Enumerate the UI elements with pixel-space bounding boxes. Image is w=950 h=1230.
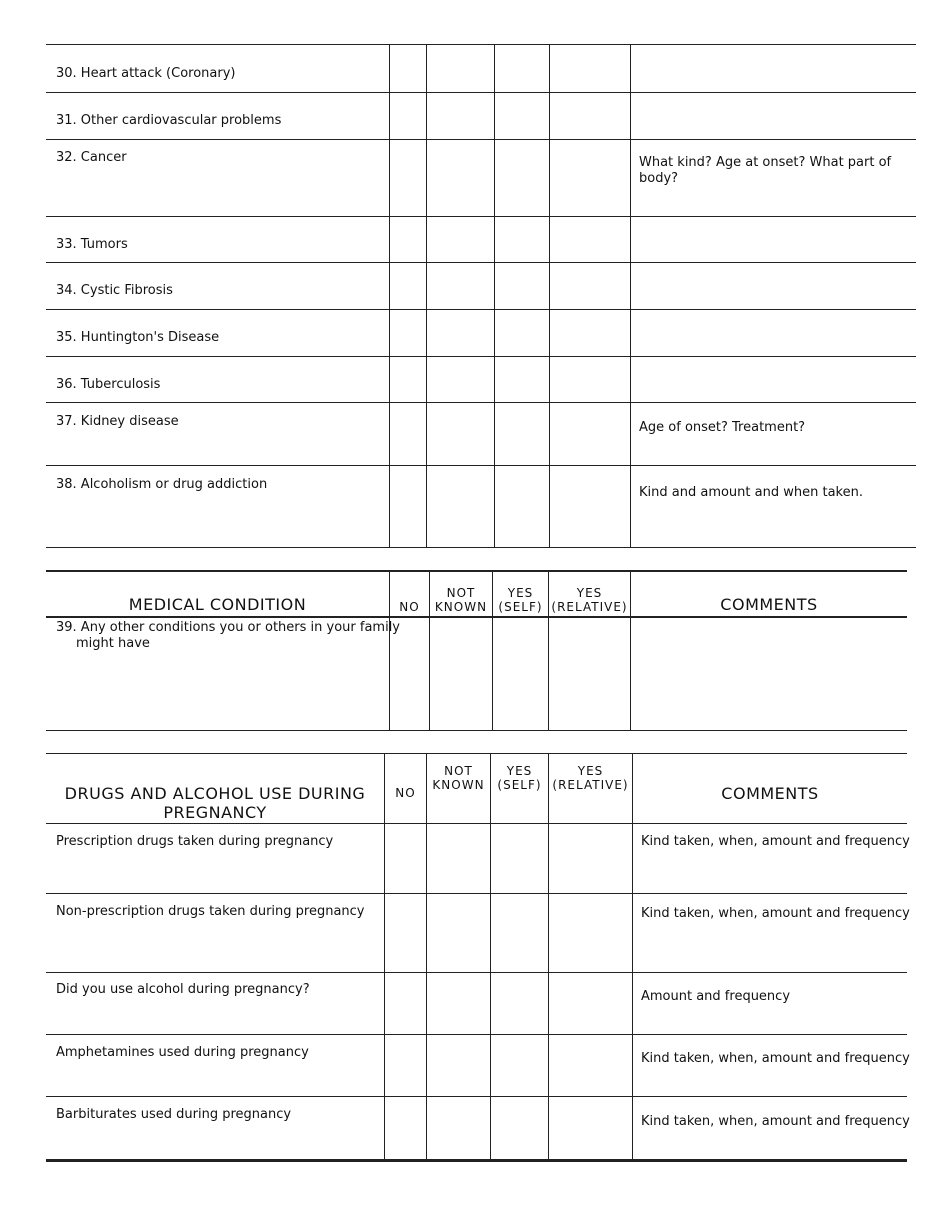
condition-label: 38. Alcoholism or drug addiction xyxy=(56,477,268,492)
drug-use-label: Amphetamines used during pregnancy xyxy=(56,1045,309,1060)
header-yes-relative: (RELATIVE) xyxy=(551,600,628,614)
row-divider xyxy=(46,216,916,217)
header-not-known: NOT xyxy=(444,764,473,778)
comment-hint: Kind taken, when, amount and frequency xyxy=(641,834,910,849)
row-divider xyxy=(46,1096,907,1097)
comment-hint: Kind taken, when, amount and frequency xyxy=(641,1051,910,1066)
comment-hint: Amount and frequency xyxy=(641,989,791,1004)
column-divider xyxy=(632,754,633,1160)
condition-label: 35. Huntington's Disease xyxy=(56,330,220,345)
header-yes-relative: YES xyxy=(577,764,604,778)
cell-yes-self[interactable] xyxy=(495,93,549,139)
condition-label: 33. Tumors xyxy=(56,237,128,252)
table-bottom-border xyxy=(46,730,907,731)
drug-use-label: Prescription drugs taken during pregnancy xyxy=(56,834,334,849)
header-yes-self: YES xyxy=(506,764,533,778)
cell-yes-relative[interactable] xyxy=(549,618,630,730)
header-not-known: KNOWN xyxy=(434,600,488,614)
row-divider xyxy=(46,262,916,263)
header-no: NO xyxy=(399,600,420,614)
header-yes-self: YES xyxy=(507,586,534,600)
comment-hint: Kind and amount and when taken. xyxy=(639,485,863,500)
comment-hint: Kind taken, when, amount and frequency xyxy=(641,906,910,921)
condition-label: 39. Any other conditions you or others in your family might have xyxy=(56,620,400,651)
condition-label: 30. Heart attack (Coronary) xyxy=(56,66,236,81)
condition-label: 34. Cystic Fibrosis xyxy=(56,283,173,298)
cell-no[interactable] xyxy=(385,894,426,972)
header-comments: COMMENTS xyxy=(721,784,819,803)
header-yes-relative: YES xyxy=(576,586,603,600)
drug-use-label: Barbiturates used during pregnancy xyxy=(56,1107,292,1122)
cell-no[interactable] xyxy=(390,45,426,92)
condition-label: 36. Tuberculosis xyxy=(56,377,161,392)
header-drugs-alcohol: PREGNANCY xyxy=(163,803,267,822)
cell-no[interactable] xyxy=(390,618,429,730)
cell-comments[interactable] xyxy=(631,618,907,730)
condition-label: 32. Cancer xyxy=(56,150,127,165)
row-divider xyxy=(46,547,916,548)
row-divider xyxy=(46,139,916,140)
cell-yes-relative[interactable] xyxy=(550,45,630,92)
cell-comments[interactable] xyxy=(631,93,916,139)
cell-yes-relative[interactable] xyxy=(550,93,630,139)
row-divider xyxy=(46,465,916,466)
cell-not-known[interactable] xyxy=(427,45,494,92)
header-comments: COMMENTS xyxy=(720,595,818,614)
header-drugs-alcohol: DRUGS AND ALCOHOL USE DURING xyxy=(64,784,366,803)
table-top-border xyxy=(46,570,907,572)
header-not-known: NOT xyxy=(446,586,476,600)
drug-use-label: Non-prescription drugs taken during pregnancy xyxy=(56,904,365,919)
cell-yes-relative[interactable] xyxy=(549,824,632,893)
comment-hint: Kind taken, when, amount and frequency xyxy=(641,1114,910,1129)
cell-yes-self[interactable] xyxy=(493,618,548,730)
cell-yes-relative[interactable] xyxy=(549,894,632,972)
row-divider xyxy=(46,356,916,357)
row-divider xyxy=(46,402,916,403)
header-yes-relative: (RELATIVE) xyxy=(552,778,629,792)
table-bottom-border xyxy=(46,1159,907,1162)
cell-yes-self[interactable] xyxy=(495,45,549,92)
cell-no[interactable] xyxy=(385,824,426,893)
comment-hint: Age of onset? Treatment? xyxy=(639,420,806,435)
cell-not-known[interactable] xyxy=(427,93,494,139)
header-medical-condition: MEDICAL CONDITION xyxy=(128,595,307,614)
header-not-known: KNOWN xyxy=(432,778,485,792)
row-divider xyxy=(46,309,916,310)
cell-not-known[interactable] xyxy=(430,618,492,730)
cell-yes-self[interactable] xyxy=(491,824,548,893)
cell-not-known[interactable] xyxy=(427,894,490,972)
drug-use-label: Did you use alcohol during pregnancy? xyxy=(56,982,310,997)
row-divider xyxy=(46,972,907,973)
cell-yes-self[interactable] xyxy=(491,894,548,972)
header-yes-self: (SELF) xyxy=(497,778,542,792)
header-no: NO xyxy=(395,786,416,800)
table-top-border xyxy=(46,753,907,754)
condition-label: 37. Kidney disease xyxy=(56,414,179,429)
cell-comments[interactable] xyxy=(631,45,916,92)
cell-not-known[interactable] xyxy=(427,824,490,893)
condition-label: 31. Other cardiovascular problems xyxy=(56,113,282,128)
comment-hint: What kind? Age at onset? What part of body? xyxy=(639,155,892,186)
header-yes-self: (SELF) xyxy=(498,600,543,614)
cell-no[interactable] xyxy=(390,93,426,139)
row-divider xyxy=(46,1034,907,1035)
